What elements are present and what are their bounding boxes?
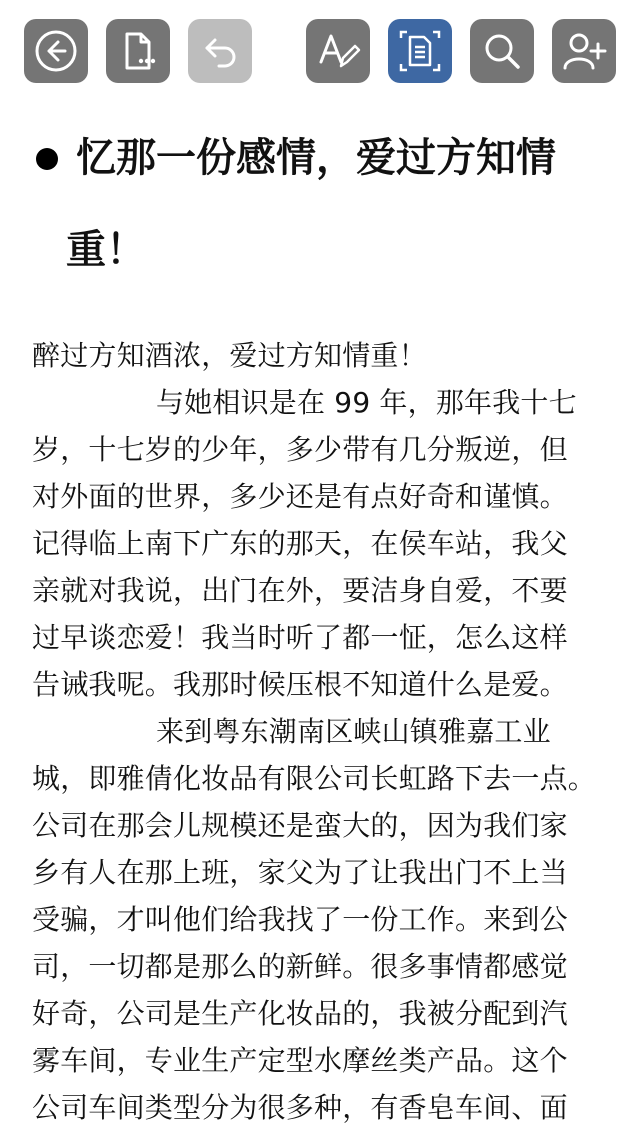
headline-line-2: 重！ (66, 227, 146, 273)
body-line: 醉过方知酒浓，爱过方知情重！ (32, 339, 427, 372)
text-edit-icon (315, 28, 361, 74)
body-line: 司，一切都是那么的新鲜。很多事情都感觉 (32, 950, 568, 983)
back-button[interactable] (24, 19, 88, 83)
search-button[interactable] (470, 19, 534, 83)
back-circle-icon (33, 28, 79, 74)
document-menu-button[interactable] (106, 19, 170, 83)
fit-page-document-icon (397, 28, 443, 74)
body-line: 与她相识是在 99 年，那年我十七 (156, 386, 577, 419)
undo-button[interactable] (188, 19, 252, 83)
body-line: 乡有人在那上班，家父为了让我出门不上当 (32, 856, 568, 889)
body-line: 受骗，才叫他们给我找了一份工作。来到公 (32, 903, 568, 936)
body-line: 过早谈恋爱！我当时听了都一怔，怎么这样 (32, 621, 568, 654)
body-line: 记得临上南下广东的那天，在侯车站，我父 (32, 527, 568, 560)
document-body (32, 332, 640, 1131)
body-line: 亲就对我说，出门在外，要洁身自爱，不要 (32, 574, 568, 607)
body-line: 雾车间，专业生产定型水摩丝类产品。这个 (32, 1044, 568, 1077)
body-line: 岁，十七岁的少年，多少带有几分叛逆，但 (32, 433, 568, 466)
share-button[interactable] (552, 19, 616, 83)
body-line: 城，即雅倩化妆品有限公司长虹路下去一点。 (32, 762, 597, 795)
body-line: 来到粤东潮南区峡山镇雅嘉工业 (156, 715, 551, 748)
body-line: 好奇，公司是生产化妆品的，我被分配到汽 (32, 997, 568, 1030)
body-line: 公司在那会儿规模还是蛮大的，因为我们家 (32, 809, 568, 842)
bullet-point (36, 148, 58, 170)
undo-icon (197, 28, 243, 74)
edit-text-button[interactable] (306, 19, 370, 83)
body-line: 公司车间类型分为很多种，有香皂车间、面 (32, 1091, 568, 1124)
body-line: 告诫我呢。我那时候压根不知道什么是爱。 (32, 668, 568, 701)
reading-mode-button[interactable] (388, 19, 452, 83)
document-more-icon (115, 28, 161, 74)
headline-line-1: 忆那一份感情，爱过方知情 (76, 135, 556, 181)
toolbar (0, 0, 640, 104)
add-user-icon (561, 28, 607, 74)
search-icon (479, 28, 525, 74)
body-line: 对外面的世界，多少还是有点好奇和谨慎。 (32, 480, 568, 513)
